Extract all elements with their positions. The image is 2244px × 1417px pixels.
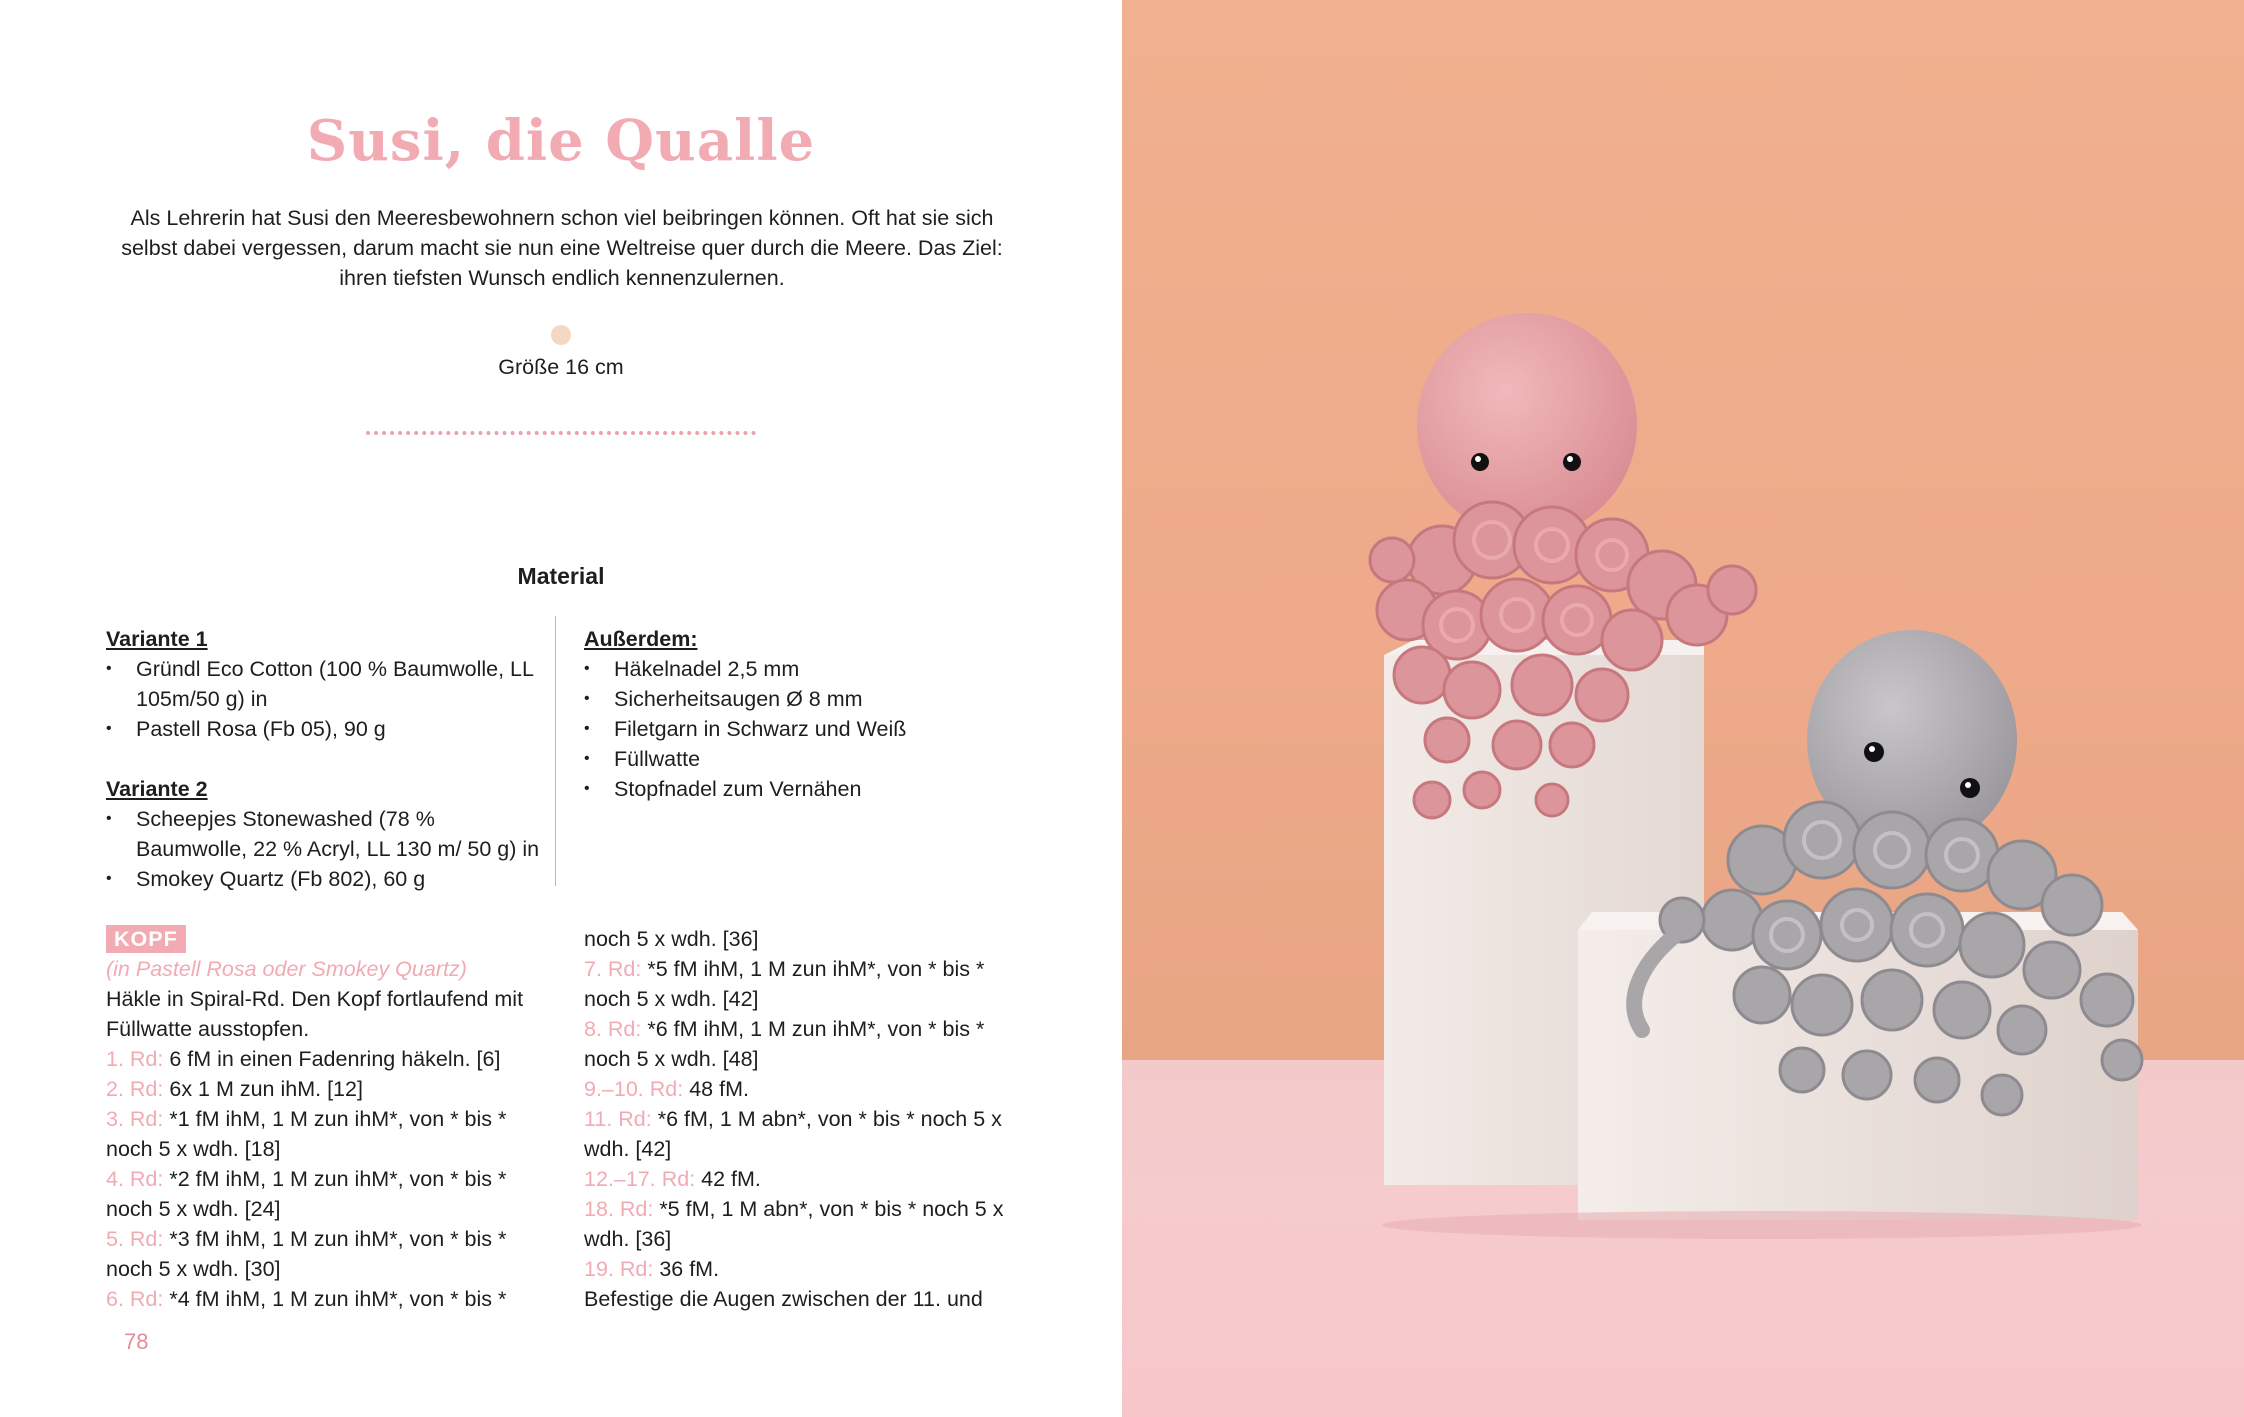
size-label: Größe 16 cm <box>498 355 624 379</box>
page-title: Susi, die Qualle <box>306 108 816 174</box>
row-instruction: 6. Rd: *4 fM ihM, 1 M zun ihM*, von * bis * <box>106 1287 507 1311</box>
row-instruction: 12.–17. Rd: 42 fM. <box>584 1167 761 1191</box>
kopf-badge: KOPF <box>106 925 186 953</box>
kopf-left-column <box>106 924 546 1314</box>
row-instruction: 1. Rd: 6 fM in einen Fadenring häkeln. [6] <box>106 1047 501 1071</box>
material-heading: Material <box>517 563 605 589</box>
kopf-intro: Häkle in Spiral-Rd. Den Kopf fortlaufend mit Füllwatte ausstopfen. <box>106 987 524 1041</box>
size-dot-icon <box>551 325 571 345</box>
page-number: 78 <box>124 1329 149 1354</box>
material-right-column <box>584 624 1024 804</box>
row-instruction: 11. Rd: *6 fM, 1 M abn*, von * bis * noch 5 x wdh. [42] <box>584 1107 1002 1161</box>
variant2-title: Variante 2 <box>106 777 208 801</box>
row-instruction: 2. Rd: 6x 1 M zun ihM. [12] <box>106 1077 363 1101</box>
list-item: • Gründl Eco Cotton (100 % Baumwolle, LL 105m/50 g) in <box>106 654 546 714</box>
extra-title: Außerdem: <box>584 627 698 651</box>
row-instruction: 3. Rd: *1 fM ihM, 1 M zun ihM*, von * bis * noch 5 x wdh. [18] <box>106 1107 507 1161</box>
variant1-list <box>106 654 546 744</box>
column-divider <box>555 616 556 886</box>
row-instruction: 8. Rd: *6 fM ihM, 1 M zun ihM*, von * bis * noch 5 x wdh. [48] <box>584 1017 985 1071</box>
intro-text: Als Lehrerin hat Susi den Meeresbewohnern schon viel beibringen können. Oft hat sie sich selbst dabei vergessen, darum macht sie nun eine Weltreise quer durch die Meere. Das Ziel: ihren tiefsten Wunsch endlich kennenzulernen. <box>121 206 1003 290</box>
row-continuation: noch 5 x wdh. [36] <box>584 927 759 951</box>
kopf-note: (in Pastell Rosa oder Smokey Quartz) <box>106 957 467 981</box>
final-instruction: Befestige die Augen zwischen der 11. und <box>584 1287 983 1311</box>
row-instruction: 18. Rd: *5 fM, 1 M abn*, von * bis * noch 5 x wdh. [36] <box>584 1197 1004 1251</box>
list-item: • Sicherheitsaugen Ø 8 mm <box>584 684 1024 714</box>
list-item: • Häkelnadel 2,5 mm <box>584 654 1024 684</box>
list-item: • Scheepjes Stonewashed (78 % Baumwolle, 22 % Acryl, LL 130 m/ 50 g) in <box>106 804 546 864</box>
dotted-divider <box>366 431 756 435</box>
jellyfish-photo <box>1122 0 2244 1417</box>
list-item: • Pastell Rosa (Fb 05), 90 g <box>106 714 546 744</box>
list-item: • Smokey Quartz (Fb 802), 60 g <box>106 864 546 894</box>
list-item: • Stopfnadel zum Vernähen <box>584 774 1024 804</box>
row-instruction: 19. Rd: 36 fM. <box>584 1257 720 1281</box>
material-left-column <box>106 624 546 894</box>
extra-list <box>584 654 1024 804</box>
kopf-right-column <box>584 924 1024 1314</box>
row-instruction: 4. Rd: *2 fM ihM, 1 M zun ihM*, von * bis * noch 5 x wdh. [24] <box>106 1167 507 1221</box>
row-instruction: 5. Rd: *3 fM ihM, 1 M zun ihM*, von * bis * noch 5 x wdh. [30] <box>106 1227 507 1281</box>
variant2-list <box>106 804 546 894</box>
photo-illustration <box>1122 0 2244 1417</box>
variant1-title: Variante 1 <box>106 627 208 651</box>
row-instruction: 9.–10. Rd: 48 fM. <box>584 1077 749 1101</box>
row-instruction: 7. Rd: *5 fM ihM, 1 M zun ihM*, von * bis * noch 5 x wdh. [42] <box>584 957 985 1011</box>
list-item: • Füllwatte <box>584 744 1024 774</box>
list-item: • Filetgarn in Schwarz und Weiß <box>584 714 1024 744</box>
